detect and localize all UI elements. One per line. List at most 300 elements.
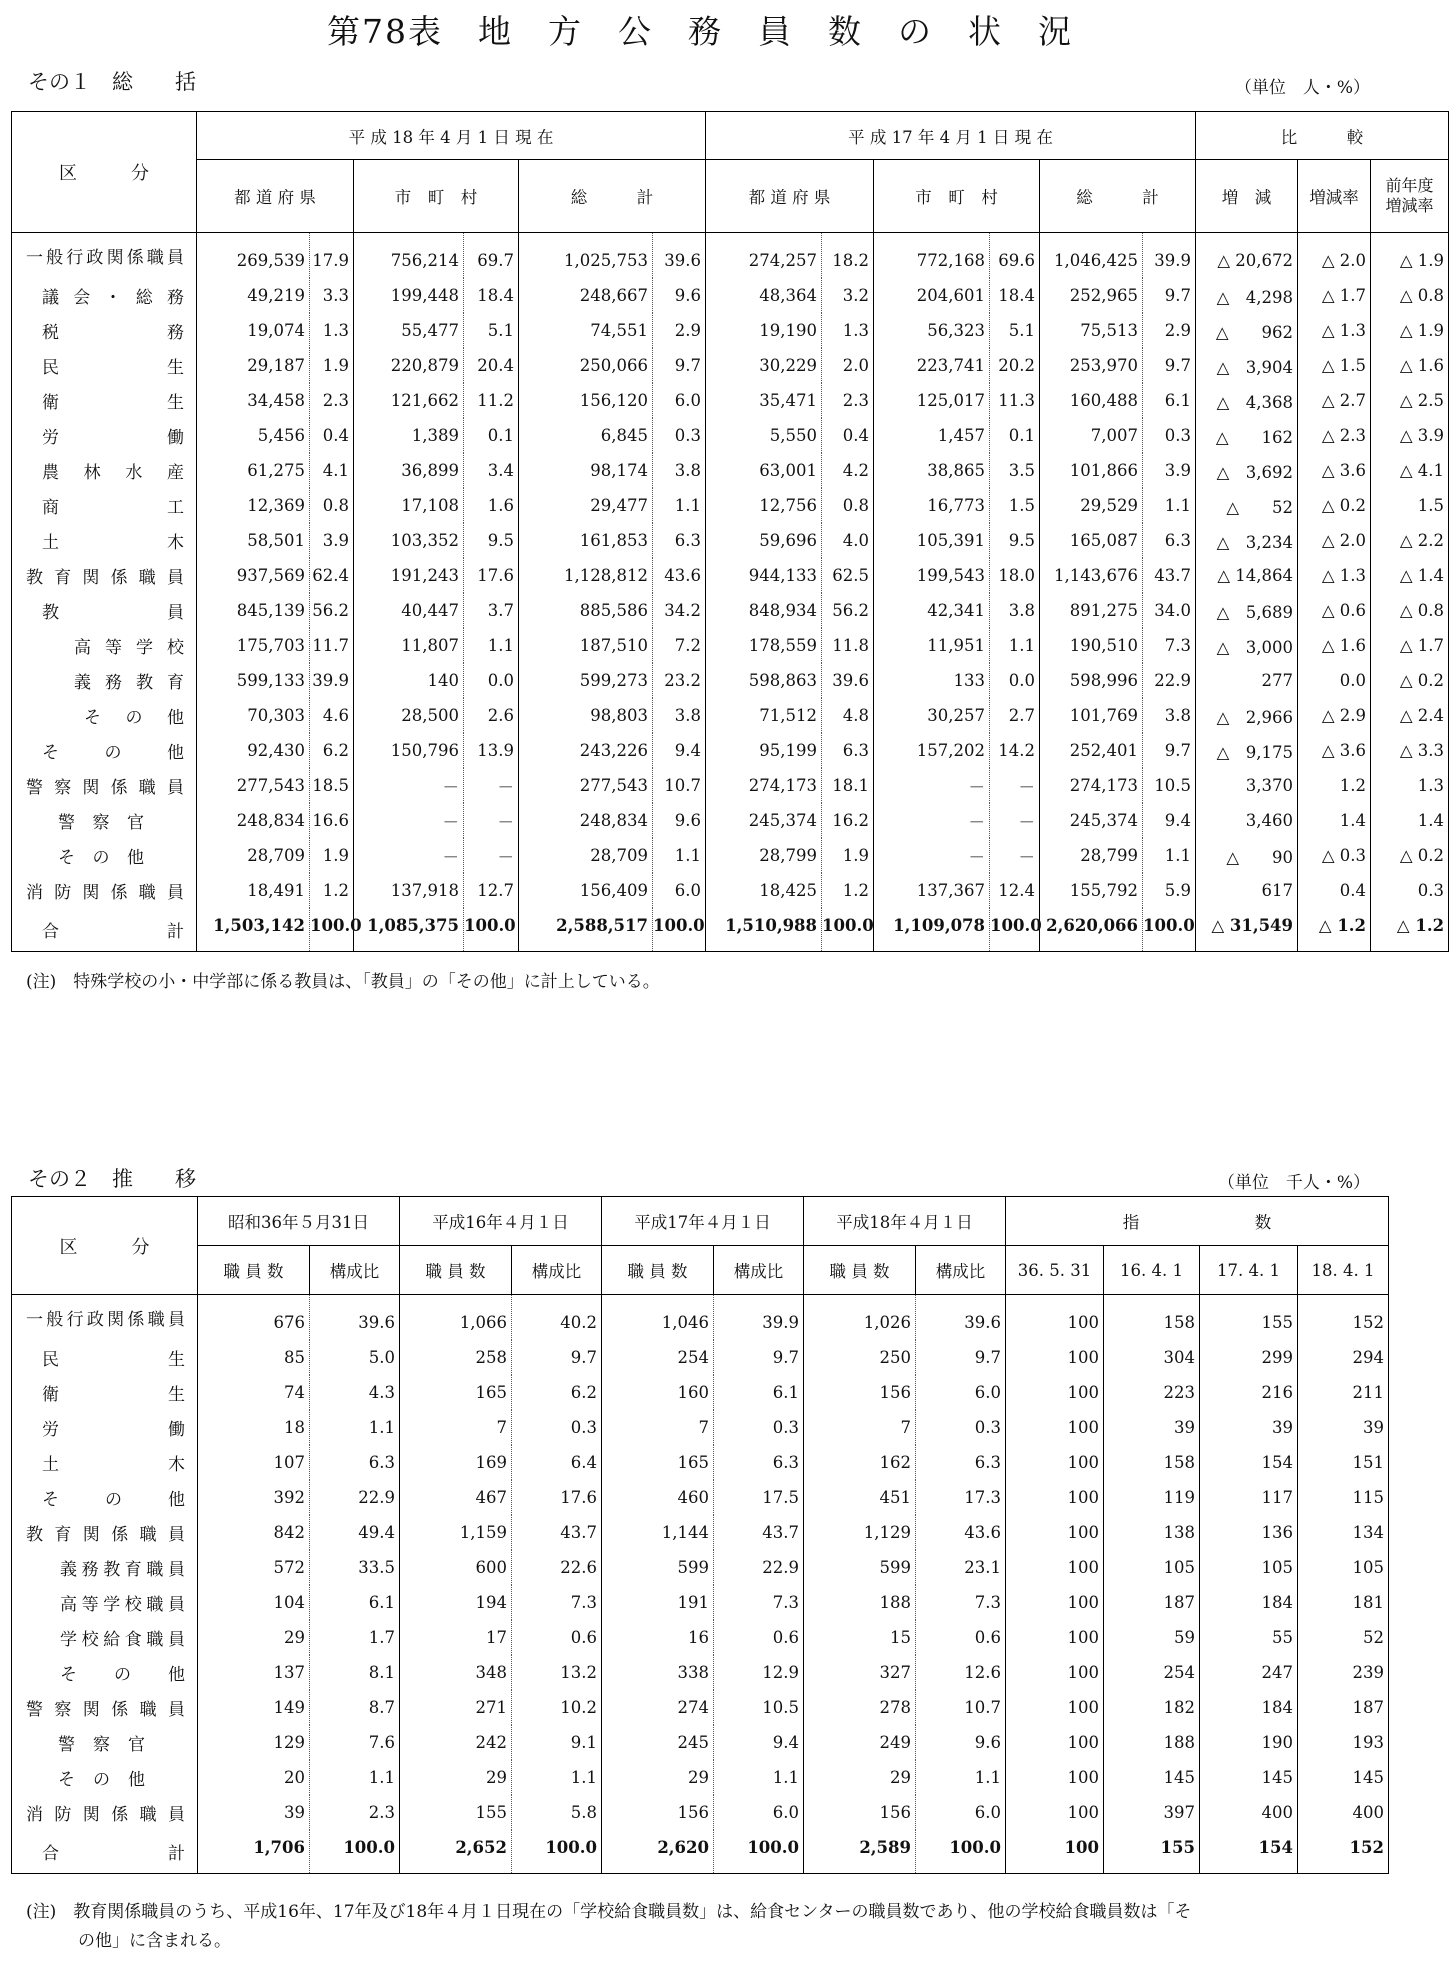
cell: 7.2 (653, 628, 706, 663)
cell: － (354, 838, 464, 873)
cell: 16 (602, 1620, 714, 1655)
cell: 29 (804, 1760, 916, 1795)
cell: 156,409 (519, 873, 653, 908)
group-s36-header: 昭和36年５月31日 (198, 1197, 400, 1246)
cell: 169 (400, 1445, 512, 1480)
cell: 1.6 (464, 488, 519, 523)
table-row (12, 1515, 1389, 1550)
cell: 1.2 (1298, 768, 1371, 803)
cell: 154 (1200, 1445, 1298, 1480)
cell: 11.8 (822, 628, 874, 663)
cell: 7.3 (714, 1585, 804, 1620)
cell: 6.0 (653, 383, 706, 418)
row-label: 税 務 (12, 313, 197, 348)
cell: 48,364 (706, 278, 822, 313)
cell: △ 20,672 (1196, 233, 1298, 279)
cell: 1,046,425 (1040, 233, 1143, 279)
cell: － (354, 768, 464, 803)
cell: 39.6 (310, 1295, 400, 1341)
cell: 75,513 (1040, 313, 1143, 348)
cell: △ 31,549 (1196, 908, 1298, 952)
cell: 1.1 (464, 628, 519, 663)
group-index-header: 指 数 (1006, 1197, 1389, 1246)
cell: 62.5 (822, 558, 874, 593)
cell: 460 (602, 1480, 714, 1515)
cell: 756,214 (354, 233, 464, 279)
table-row (12, 628, 1449, 663)
row-label: 土 木 (12, 523, 197, 558)
cell: 239 (1352, 1663, 1384, 1682)
cell: 28,799 (706, 838, 822, 873)
table-row (12, 233, 1449, 279)
cell: 187 (1352, 1698, 1384, 1717)
cell: 10.5 (1143, 768, 1196, 803)
cell: 30,257 (874, 698, 990, 733)
part2-unit: （単位 千人・%） (1217, 1173, 1370, 1193)
cell: △ 0.8 (1399, 601, 1445, 620)
cell: 5.8 (512, 1795, 602, 1830)
summary-table-body (12, 233, 1449, 952)
cell: △ 52 (1196, 488, 1298, 523)
cell: △ 2.2 (1399, 531, 1445, 550)
cell: △ 0.6 (1298, 593, 1371, 628)
group-compare-header: 比 較 (1196, 112, 1449, 160)
cell: 9.6 (653, 278, 706, 313)
cell: 6,845 (519, 418, 653, 453)
cell: △ 2.7 (1298, 383, 1371, 418)
cell: 277 (1196, 663, 1298, 698)
cell: 1.5 (990, 488, 1040, 523)
cell: △ 1.6 (1399, 356, 1445, 375)
cell: 9.7 (1143, 733, 1196, 768)
cell: 400 (1352, 1803, 1384, 1822)
cell: 74 (198, 1375, 310, 1410)
cell: 100 (1006, 1515, 1104, 1550)
cell: 20.4 (464, 348, 519, 383)
cell: 9.5 (464, 523, 519, 558)
cell: 18.4 (990, 278, 1040, 313)
cell: 944,133 (706, 558, 822, 593)
cell: 0.3 (1417, 881, 1445, 900)
cell: 1,085,375 (354, 908, 464, 952)
cell: 156,120 (519, 383, 653, 418)
cell: 156 (804, 1795, 916, 1830)
h17-ratio-header: 構成比 (714, 1246, 804, 1295)
cell: 0.4 (1298, 873, 1371, 908)
h17-pref-header: 都 道 府 県 (706, 160, 874, 233)
cell: 5.9 (1143, 873, 1196, 908)
cell: △ 3.6 (1298, 733, 1371, 768)
table-row (12, 488, 1449, 523)
cell: 13.9 (464, 733, 519, 768)
cell: 156 (602, 1795, 714, 1830)
cell: 19,074 (197, 313, 310, 348)
cell: 100 (1006, 1445, 1104, 1480)
h18-total-header: 総 計 (519, 160, 706, 233)
cell: 100.0 (916, 1830, 1006, 1874)
cell: 6.2 (512, 1375, 602, 1410)
cell: 125,017 (874, 383, 990, 418)
group-h18-trend-header: 平成18年４月１日 (804, 1197, 1006, 1246)
cell: 188 (804, 1585, 916, 1620)
cell: 28,709 (519, 838, 653, 873)
cell: 6.0 (714, 1795, 804, 1830)
table-row (12, 1620, 1389, 1655)
cell: 1.1 (310, 1410, 400, 1445)
cell: 23.1 (916, 1550, 1006, 1585)
cell: 7.3 (916, 1585, 1006, 1620)
cell: 2.7 (990, 698, 1040, 733)
cell: 243,226 (519, 733, 653, 768)
h16-staff-header: 職 員 数 (400, 1246, 512, 1295)
trend-col-category-header: 区 分 (12, 1197, 198, 1295)
cell: 188 (1104, 1725, 1200, 1760)
table-row (12, 1690, 1389, 1725)
rate-header: 増減率 (1298, 160, 1371, 233)
cell: 43.6 (916, 1515, 1006, 1550)
cell: △ 1.4 (1399, 566, 1445, 585)
cell: 16.2 (822, 803, 874, 838)
cell: 885,586 (519, 593, 653, 628)
cell: － (464, 803, 519, 838)
cell: 39.6 (822, 663, 874, 698)
cell: － (354, 803, 464, 838)
cell: 245,374 (706, 803, 822, 838)
cell: 152 (1352, 1313, 1384, 1332)
cell: △ 3,234 (1196, 523, 1298, 558)
row-label: 高等学校職員 (12, 1585, 198, 1620)
cell: 19,190 (706, 313, 822, 348)
row-label: 農林水産 (12, 453, 197, 488)
row-label: 一般行政関係職員 (12, 1295, 198, 1341)
cell: △ 1.7 (1298, 278, 1371, 313)
cell: 252,401 (1040, 733, 1143, 768)
table-row (12, 698, 1449, 733)
cell: 20 (198, 1760, 310, 1795)
table-row (12, 1480, 1389, 1515)
cell: 17 (400, 1620, 512, 1655)
cell: 33.5 (310, 1550, 400, 1585)
cell: 22.6 (512, 1550, 602, 1585)
cell: 39.9 (1143, 233, 1196, 279)
row-label: その他 (12, 1655, 198, 1690)
cell: 1.3 (1417, 776, 1445, 795)
cell: 39 (198, 1795, 310, 1830)
table-row (12, 733, 1449, 768)
table-row (12, 1410, 1389, 1445)
cell: 1,026 (804, 1295, 916, 1341)
cell: 4.0 (822, 523, 874, 558)
cell: 242 (400, 1725, 512, 1760)
cell: 1.4 (1298, 803, 1371, 838)
cell: 9.7 (512, 1340, 602, 1375)
row-label: 消防関係職員 (12, 1795, 198, 1830)
cell: 28,709 (197, 838, 310, 873)
cell: 11,807 (354, 628, 464, 663)
cell: 204,601 (874, 278, 990, 313)
cell: 1,159 (400, 1515, 512, 1550)
row-label: 高等学校 (12, 628, 197, 663)
cell: 1.3 (310, 313, 354, 348)
cell: 6.3 (653, 523, 706, 558)
cell: 100 (1006, 1690, 1104, 1725)
row-label: 一般行政関係職員 (12, 233, 197, 279)
cell: 39.9 (310, 663, 354, 698)
cell: 937,569 (197, 558, 310, 593)
index-h17-header: 17. 4. 1 (1200, 1246, 1298, 1295)
row-label: 衛 生 (12, 383, 197, 418)
cell: △ 1.2 (1396, 916, 1445, 935)
cell: 100.0 (512, 1830, 602, 1874)
cell: 10.5 (714, 1690, 804, 1725)
cell: 56.2 (310, 593, 354, 628)
cell: 100.0 (464, 908, 519, 952)
cell: 12,369 (197, 488, 310, 523)
cell: 178,559 (706, 628, 822, 663)
cell: △ 2.3 (1298, 418, 1371, 453)
cell: 2,620,066 (1040, 908, 1143, 952)
cell: 29 (602, 1760, 714, 1795)
cell: 59,696 (706, 523, 822, 558)
cell: 1,109,078 (874, 908, 990, 952)
cell: 43.6 (653, 558, 706, 593)
cell: 182 (1104, 1690, 1200, 1725)
cell: 1,510,988 (706, 908, 822, 952)
cell: △ 5,689 (1196, 593, 1298, 628)
cell: 6.1 (714, 1375, 804, 1410)
cell: △ 2.0 (1298, 523, 1371, 558)
cell: 599 (602, 1550, 714, 1585)
cell: 2.6 (464, 698, 519, 733)
index-h18-header: 18. 4. 1 (1298, 1246, 1389, 1295)
cell: 2.3 (822, 383, 874, 418)
row-label: 義務教育 (12, 663, 197, 698)
cell: 6.0 (916, 1375, 1006, 1410)
cell: 56,323 (874, 313, 990, 348)
cell: 11.7 (310, 628, 354, 663)
cell: 327 (804, 1655, 916, 1690)
cell: － (990, 803, 1040, 838)
cell: － (464, 838, 519, 873)
cell: 599,273 (519, 663, 653, 698)
trend-table (11, 1196, 1389, 1874)
cell: 211 (1352, 1383, 1384, 1402)
cell: 149 (198, 1690, 310, 1725)
cell: 157,202 (874, 733, 990, 768)
cell: 100 (1006, 1620, 1104, 1655)
group-h17-trend-header: 平成17年４月１日 (602, 1197, 804, 1246)
cell: 105 (1104, 1550, 1200, 1585)
cell: 0.0 (1298, 663, 1371, 698)
cell: 2,652 (400, 1830, 512, 1874)
cell: △ 1.5 (1298, 348, 1371, 383)
cell: 181 (1352, 1593, 1384, 1612)
cell: 2.9 (653, 313, 706, 348)
s36-staff-header: 職 員 数 (198, 1246, 310, 1295)
cell: 1.5 (1417, 496, 1445, 515)
table-row (12, 1655, 1389, 1690)
cell: 274 (602, 1690, 714, 1725)
cell: 100 (1006, 1340, 1104, 1375)
table-row (12, 558, 1449, 593)
page-title: 第78表 地 方 公 務 員 数 の 状 況 (327, 12, 1073, 51)
cell: 1,144 (602, 1515, 714, 1550)
cell: 105 (1352, 1558, 1384, 1577)
index-h16-header: 16. 4. 1 (1104, 1246, 1200, 1295)
cell: 61,275 (197, 453, 310, 488)
cell: 1,503,142 (197, 908, 310, 952)
cell: 12.4 (990, 873, 1040, 908)
cell: 100 (1006, 1760, 1104, 1795)
cell: 6.0 (916, 1795, 1006, 1830)
cell: 220,879 (354, 348, 464, 383)
cell: 52 (1363, 1628, 1384, 1647)
cell: 1.2 (822, 873, 874, 908)
cell: 7 (400, 1410, 512, 1445)
cell: △ 3.9 (1399, 426, 1445, 445)
cell: 4.8 (822, 698, 874, 733)
cell: 3.4 (464, 453, 519, 488)
cell: 1,706 (198, 1830, 310, 1874)
cell: 9.7 (1143, 278, 1196, 313)
cell: 9.1 (512, 1725, 602, 1760)
cell: 29 (198, 1620, 310, 1655)
cell: 100.0 (1143, 908, 1196, 952)
cell: △ 2.5 (1399, 391, 1445, 410)
cell: 160 (602, 1375, 714, 1410)
row-label: その他 (12, 733, 197, 768)
cell: 105 (1200, 1550, 1298, 1585)
cell: 1,143,676 (1040, 558, 1143, 593)
cell: 223,741 (874, 348, 990, 383)
cell: 1.1 (653, 838, 706, 873)
cell: △ 14,864 (1196, 558, 1298, 593)
cell: 3.5 (990, 453, 1040, 488)
cell: 848,934 (706, 593, 822, 628)
cell: △ 90 (1196, 838, 1298, 873)
cell: 191 (602, 1585, 714, 1620)
cell: 16,773 (874, 488, 990, 523)
col-category-header: 区 分 (12, 112, 197, 233)
cell: 18.5 (310, 768, 354, 803)
cell: 199,543 (874, 558, 990, 593)
cell: 254 (602, 1340, 714, 1375)
cell: 152 (1349, 1838, 1384, 1857)
cell: 1.9 (310, 838, 354, 873)
cell: △ 4,298 (1196, 278, 1298, 313)
row-label: 労 働 (12, 418, 197, 453)
cell: 278 (804, 1690, 916, 1725)
cell: 0.3 (653, 418, 706, 453)
cell: 71,512 (706, 698, 822, 733)
row-label: 民 生 (12, 1340, 198, 1375)
cell: 15 (804, 1620, 916, 1655)
cell: 30,229 (706, 348, 822, 383)
table-row (12, 1725, 1389, 1760)
h17-muni-header: 市 町 村 (874, 160, 1040, 233)
cell: 6.3 (310, 1445, 400, 1480)
cell: － (464, 768, 519, 803)
cell: 6.1 (1143, 383, 1196, 418)
cell: 155,792 (1040, 873, 1143, 908)
cell: 100 (1006, 1550, 1104, 1585)
row-label: 合 計 (12, 1830, 198, 1874)
table-row (12, 803, 1449, 838)
cell: 18.1 (822, 768, 874, 803)
cell: 85 (198, 1340, 310, 1375)
cell: 7 (804, 1410, 916, 1445)
cell: 4.2 (822, 453, 874, 488)
cell: 119 (1104, 1480, 1200, 1515)
table-row (12, 1340, 1389, 1375)
h17-total-header: 総 計 (1040, 160, 1196, 233)
cell: △ 1.9 (1399, 321, 1445, 340)
cell: 14.2 (990, 733, 1040, 768)
cell: 104 (198, 1585, 310, 1620)
cell: 274,173 (706, 768, 822, 803)
row-label: 合 計 (12, 908, 197, 952)
cell: △ 3,904 (1196, 348, 1298, 383)
cell: 13.2 (512, 1655, 602, 1690)
cell: 155 (1200, 1295, 1298, 1341)
cell: 49,219 (197, 278, 310, 313)
table-row (12, 418, 1449, 453)
cell: 845,139 (197, 593, 310, 628)
cell: 12.9 (714, 1655, 804, 1690)
cell: 100 (1006, 1375, 1104, 1410)
cell: 100 (1006, 1480, 1104, 1515)
table-row (12, 1445, 1389, 1480)
cell: 11.2 (464, 383, 519, 418)
part1-note: (注) 特殊学校の小・中学部に係る教員は、「教員」の「その他」に計上している。 (26, 972, 660, 992)
cell: 162 (804, 1445, 916, 1480)
cell: 274,173 (1040, 768, 1143, 803)
cell: 0.1 (990, 418, 1040, 453)
cell: 277,543 (519, 768, 653, 803)
cell: 100 (1006, 1295, 1104, 1341)
cell: 145 (1104, 1760, 1200, 1795)
cell: 1.1 (310, 1760, 400, 1795)
cell: 17.3 (916, 1480, 1006, 1515)
cell: 100 (1006, 1655, 1104, 1690)
cell: 7.6 (310, 1725, 400, 1760)
cell: 3.9 (1143, 453, 1196, 488)
cell: 184 (1200, 1690, 1298, 1725)
cell: 0.3 (916, 1410, 1006, 1445)
cell: 6.2 (310, 733, 354, 768)
cell: 42,341 (874, 593, 990, 628)
cell: 0.8 (822, 488, 874, 523)
cell: 274,257 (706, 233, 822, 279)
cell: 98,174 (519, 453, 653, 488)
cell: 175,703 (197, 628, 310, 663)
cell: 58,501 (197, 523, 310, 558)
cell: 12.6 (916, 1655, 1006, 1690)
cell: 137 (198, 1655, 310, 1690)
cell: 1,128,812 (519, 558, 653, 593)
h18-staff-header: 職 員 数 (804, 1246, 916, 1295)
row-label: 土 木 (12, 1445, 198, 1480)
cell: 39.9 (714, 1295, 804, 1341)
cell: 95,199 (706, 733, 822, 768)
cell: 248,667 (519, 278, 653, 313)
cell: 0.3 (512, 1410, 602, 1445)
cell: 598,863 (706, 663, 822, 698)
table-row (12, 1830, 1389, 1874)
cell: 18.4 (464, 278, 519, 313)
cell: 2.3 (310, 383, 354, 418)
cell: 9.5 (990, 523, 1040, 558)
